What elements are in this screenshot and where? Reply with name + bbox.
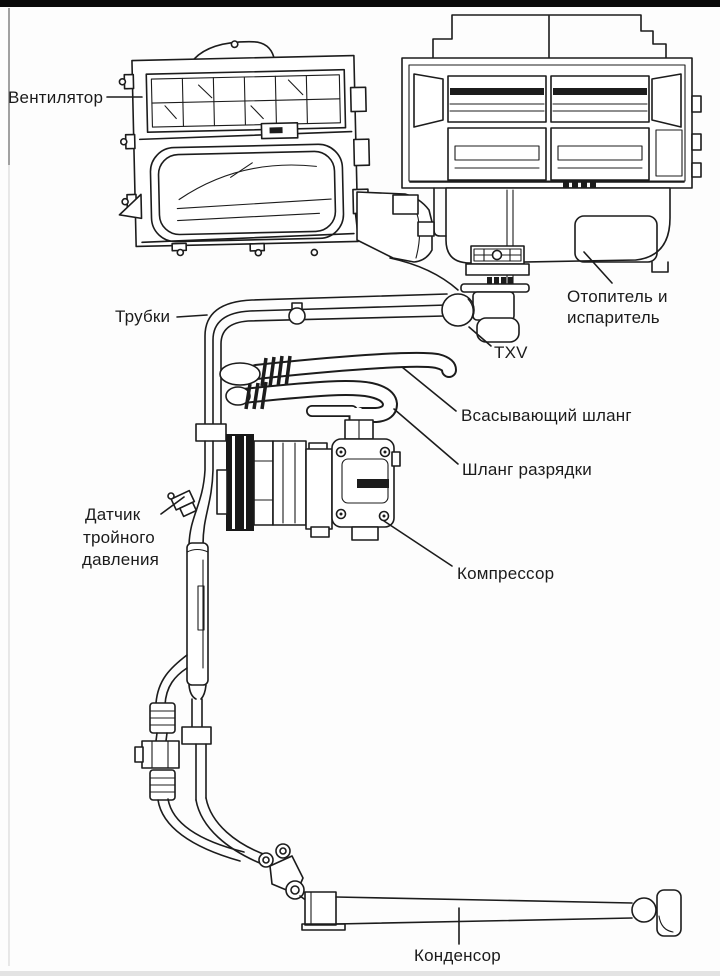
txv-mount: [461, 246, 529, 342]
label-compressor: Компрессор: [457, 564, 555, 583]
blower-unit: [116, 38, 379, 260]
label-sensor-line1: Датчик: [85, 505, 141, 524]
txv-valve: [442, 294, 474, 326]
heater-evaporator-unit: [393, 15, 701, 293]
label-tubes: Трубки: [115, 307, 171, 326]
label-sensor-line3: давления: [82, 550, 160, 569]
condenser-inlet-fitting: [259, 844, 307, 901]
label-condenser: Конденсор: [414, 946, 501, 965]
condenser: [302, 890, 681, 936]
label-txv: TXV: [494, 343, 528, 362]
label-suction-hose: Всасывающий шланг: [461, 406, 632, 425]
label-sensor-line2: тройного: [83, 528, 155, 547]
label-blower: Вентилятор: [8, 88, 104, 107]
compressor: [217, 420, 400, 540]
label-heater-line1: Отопитель и: [567, 287, 668, 306]
label-heater-line2: испаритель: [567, 308, 660, 327]
label-discharge-hose: Шланг разрядки: [462, 460, 592, 479]
